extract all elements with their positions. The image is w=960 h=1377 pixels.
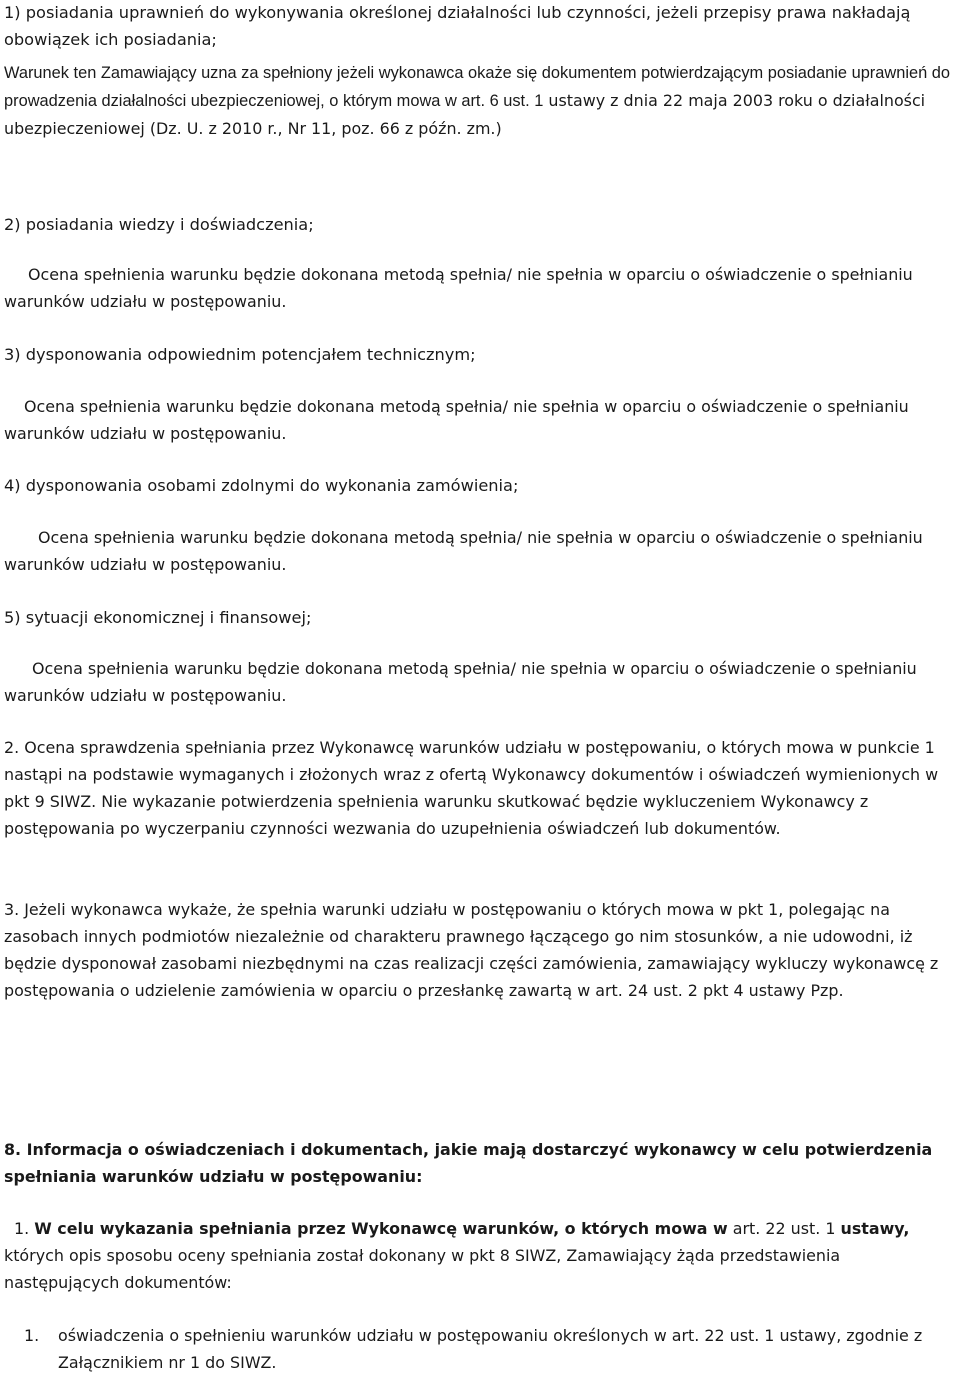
paragraph-assessment-2: Ocena spełnienia warunku będzie dokonana metodą spełnia/ nie spełnia w oparciu o oświadczenie o spełnianiu warunków udziału w postępowaniu.	[4, 265, 913, 311]
paragraph-condition-1-note	[4, 59, 958, 142]
paragraph-point-3-a: 3. Jeżeli wykonawca wykaże, że spełnia warunki udziału w postępowaniu o których mowa w pkt 1, polegając na zasobach innych podmiotów niezależnie od charakteru prawnego łączącego go nim stosunków, a nie udowodni, iż będzie dysponował zasobami niezbędnymi na czas realizacji części	[4, 900, 913, 973]
list-item-documents-1	[24, 1322, 958, 1376]
paragraph-point-2: 2. Ocena sprawdzenia spełniania przez Wykonawcę warunków udziału w postępowaniu, o których mowa w punkcie 1 nastąpi na podstawie wymaganych i złożonych wraz z ofertą Wykonawcy dokumentów i oświadczeń wymienionych w pkt 9 SIWZ. Nie wykazanie potwierdzenia spełnienia warunku skutkować będzie wykluczeniem Wykonawcy z postępowania po wyczerpaniu czynności wezwania do uzupełnienia oświadczeń lub dokumentów.	[4, 738, 939, 838]
paragraph-point-3	[4, 896, 958, 1004]
paragraph-section-8-item-1	[4, 1215, 958, 1296]
item-1-bold-lead: W celu wykazania spełniania przez Wykonawcę warunków, o których mowa w	[34, 1219, 728, 1238]
paragraph-condition-4: 4) dysponowania osobami zdolnymi do wykonania zamówienia;	[4, 476, 519, 495]
paragraph-assessment-3: Ocena spełnienia warunku będzie dokonana metodą spełnia/ nie spełnia w oparciu o oświadczenie o spełnianiu warunków udziału w postępowaniu.	[4, 397, 909, 443]
section-8-heading: 8. Informacja o oświadczeniach i dokumentach, jakie mają dostarczyć wykonawcy w celu potwierdzenia spełniania warunków udziału w postępowaniu:	[4, 1140, 933, 1186]
list-item-text: oświadczenia o spełnieniu warunków udziału w postępowaniu określonych w art. 22 ust. 1 ustawy, zgodnie z Załącznikiem nr 1 do SIWZ.	[58, 1326, 923, 1372]
paragraph-condition-3: 3) dysponowania odpowiednim potencjałem technicznym;	[4, 345, 476, 364]
paragraph-condition-5: 5) sytuacji ekonomicznej i finansowej;	[4, 608, 312, 627]
paragraph-condition-2: 2) posiadania wiedzy i doświadczenia;	[4, 215, 314, 234]
item-1-rest: których opis sposobu oceny spełniania został dokonany w pkt 8 SIWZ, Zamawiający żąda przedstawienia następujących dokumentów:	[4, 1246, 841, 1292]
list-item-number: 1.	[24, 1326, 40, 1345]
paragraph-point-3-b: zamówienia, zamawiający wykluczy wykonawcę z postępowania o udzielenie zamówienia w oparciu o przesłankę zawartą w art. 24 ust. 2 pkt 4 ustawy Pzp.	[4, 954, 939, 1000]
item-1-number: 1.	[14, 1219, 35, 1238]
item-1-bold-ustawy: ustawy,	[840, 1219, 910, 1238]
item-1-article-ref: art. 22 ust. 1	[727, 1219, 841, 1238]
paragraph-assessment-4: Ocena spełnienia warunku będzie dokonana metodą spełnia/ nie spełnia w oparciu o oświadczenie o spełnianiu warunków udziału w postępowaniu.	[4, 528, 923, 574]
paragraph-condition-1: 1) posiadania uprawnień do wykonywania określonej działalności lub czynności, jeżeli przepisy prawa nakładają obowiązek ich posiadania;	[4, 3, 911, 49]
paragraph-condition-1-note-b: ustawy z dnia 22 maja 2003 roku o działalności ubezpieczeniowej (Dz. U. z 2010 r., Nr 11, poz. 66 z późn. zm.)	[4, 91, 926, 138]
paragraph-condition-1-note-a: Warunek ten Zamawiający uzna za spełniony jeżeli wykonawca okaże się dokumentem potwierdzającym posiadanie uprawnień do prowadzenia działalności ubezpieczeniowej, o którym mowa w art. 6 ust. 1	[4, 64, 950, 110]
paragraph-assessment-5: Ocena spełnienia warunku będzie dokonana metodą spełnia/ nie spełnia w oparciu o oświadczenie o spełnianiu warunków udziału w postępowaniu.	[4, 659, 917, 705]
